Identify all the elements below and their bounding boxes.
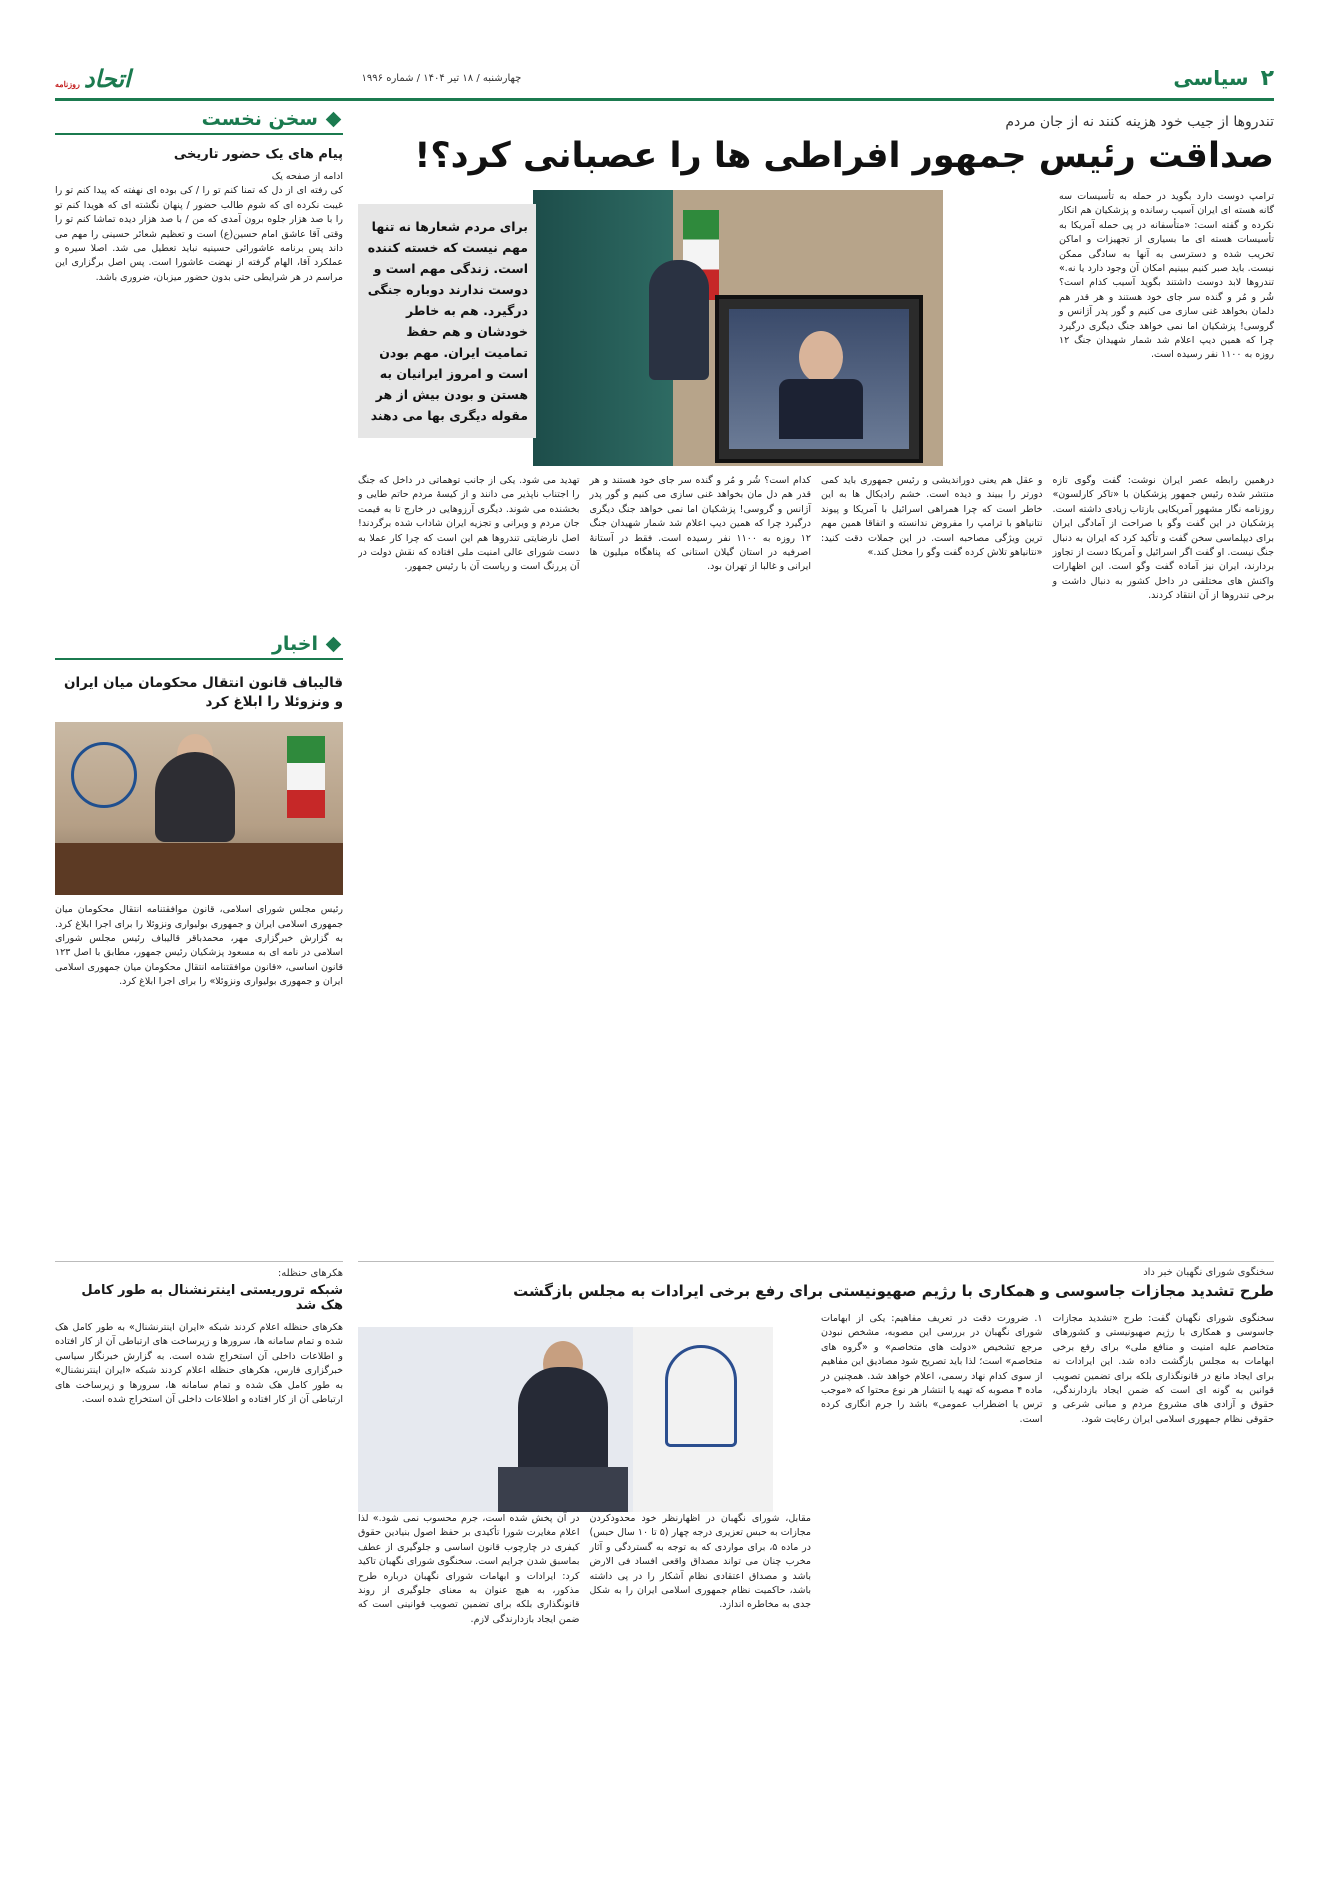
hack-article [55, 1261, 343, 1407]
editorial-title: پیام های یک حضور تاریخی [173, 147, 343, 162]
main-col-3: کدام است؟ شُر و مُر و گنده سر جای خود هستند و هر قدر هم دل مان بخواهد غنی سازی می کنیم و گور پدر آژانس و گروسی! پزشکیان اما نمی خواهد جنگ دیگری درگیرد چرا که همین دیپ اعلام شد شمار شهیدان جنگ ۱۲ روزه به ۱۱۰۰ نفر رسیده است. فقط در آستانهٔ اصرفیه در استان گیلان استانی که پناهگاه میلیون ها ایرانی و غالبا از تهران بود. [589, 475, 811, 573]
logo-text: اتحاد [83, 63, 131, 93]
news-body: رئیس مجلس شورای اسلامی، قانون موافقتنامه انتقال محکومان میان جمهوری اسلامی ایران و جمهوری بولیواری ونزوئلا را برای اجرا ابلاغ کرد. به گزارش خبرگزاری مهر، محمدباقر قالیباف رئیس مجلس شورای اسلامی در نامه ای به مسعود پزشکیان رئیس جمهور، مطابق با اصل ۱۲۳ قانون اساسی، «قانون موافقتنامه انتقال محکومان میان جمهوری اسلامی ایران و جمهوری بولیواری ونزوئلا» را برای اجرا ابلاغ کرد. [55, 904, 343, 988]
pull-quote: برای مردم شعارها نه تنها مهم نیست که خسته کننده است. زندگی مهم است و دوست ندارند دوباره جنگی درگیرد. هم به خاطر خودشان و هم حفظ تمامیت ایران. مهم بودن است و امروز ایرانیان به هستن و بودن بیش از هر مقوله دیگری بها می دهند [358, 204, 536, 438]
date-issue: چهارشنبه / ۱۸ تیر ۱۴۰۴ / شماره ۱۹۹۶ [361, 72, 522, 84]
logo-subtitle: روزنامه [55, 78, 80, 89]
bottom-kicker: سخنگوی شورای نگهبان خبر داد [1143, 1267, 1274, 1278]
main-headline: صداقت رئیس جمهور افراطی ها را عصبانی کرد؟! [414, 136, 1274, 176]
news-photo [55, 722, 343, 895]
editorial-section-header [55, 108, 343, 135]
video-screen [715, 295, 923, 463]
page-number: ۲ [1260, 65, 1274, 91]
editorial-body-continued [55, 289, 343, 619]
president-figure [649, 260, 709, 380]
main-columns [358, 474, 1274, 1034]
podium [498, 1467, 628, 1512]
main-lead: ترامپ دوست دارد بگوید در حمله به تأسیسات سه گانه هسته ای ایران آسیب رسانده و پزشکیان هم انکار نکرده و گفته است: «متأسفانه در پی حمله آمریکا به تأسیسات هسته ای ما بسیاری از تجهیزات و اماکن تخریب شده و دسترسی به آنها به سادگی ممکن نیست. باید صبر کنیم ببینیم امکان آن وجود دارد یا نه.» تندروها لابد دوست داشتند بگوید آسیب کدام است؟ شُر و مُر و گنده سر جای خود هستند و هر قدر هم دلمان بخواهد غنی سازی می کنیم و گور پدر آژانس و گروسی! پزشکیان اما نمی خواهد جنگ دیگری درگیرد چرا که همین دیپ اعلام شد شمار شهیدان جنگ ۱۲ روزه به ۱۱۰۰ نفر رسیده است. [1059, 191, 1274, 361]
bottom-article [358, 1261, 1274, 1832]
desk [55, 843, 343, 895]
interviewer-face [799, 331, 843, 383]
bottom-col-3: مقابل، شورای نگهبان در اظهارنظر خود محدودکردن مجازات به حبس تعزیری درجه چهار (۵ تا ۱۰ سال حبس) در ماده ۵، برای مواردی که به توجه به گستردگی و آثار مخرب چنان می تواند مصداق واقعی افساد فی الارض باشد و مصداق اعتقادی نظام آشکار را در پی داشته باشد، حاکمیت نظام جمهوری اسلامی ایران را به شکل جدی به مخاطره اندازد. [589, 1513, 811, 1611]
diamond-icon [326, 636, 342, 652]
bottom-photo [358, 1327, 773, 1512]
news-title: قالیباف قانون انتقال محکومان میان ایران و ونزوئلا را ابلاغ کرد [64, 675, 343, 711]
main-col-1: درهمین رابطه عصر ایران نوشت: گفت وگوی تازه منتشر شده رئیس جمهور پزشکیان با «تاکر کارلسون» روزنامه نگار مشهور آمریکایی بازتاب زیادی داشته است. پزشکیان در این گفت وگو با صراحت از آمادگی ایران برای دیپلماسی سخن گفت و تأکید کرد که ایران به دنبال جنگ نیست. او گفت اگر اسرائیل و آمریکا دست از تجاوز بردارند، ایران نیز آماده گفت وگو است. این اظهارات واکنش های مختلفی در داخل کشور به دنبال داشت و برخی تندروها از آن انتقاد کردند. [1052, 475, 1274, 602]
bottom-col-2: ۱. ضرورت دقت در تعریف مفاهیم: یکی از ابهامات شورای نگهبان در بررسی این مصوبه، مشخص نبودن مرجع تشخیص «دولت های متخاصم» و «گروه های متخاصم» است؛ لذا باید تصریح شود مصادیق این مفاهیم از سوی کدام نهاد رسمی، اعلام خواهد شد. همچنین در ماده ۴ مصوبه که تهیه یا انتشار هر نوع محتوا که «موجب ترس یا اضطراب عمومی» باشد را جرم انگاری کرده است. [821, 1313, 1043, 1425]
main-photo [533, 190, 943, 466]
newspaper-logo [55, 64, 131, 93]
bottom-col-1: سخنگوی شورای نگهبان گفت: طرح «تشدید مجازات جاسوسی و همکاری با رژیم صهیونیستی و کشورهای متخاصم علیه امنیت و منافع ملی» برای رفع برخی ابهامات به مجلس بازگشت داده شد. این ایرادات نه برای ایجاد مانع در قانونگذاری بلکه برای تضمین تصویب قوانین به گونه ای است که ضمن ایجاد بازدارندگی، حقوق و آزادی های مشروع مردم و مبانی شرعی و حقوقی نظام جمهوری اسلامی ایران رعایت شود. [1052, 1313, 1274, 1425]
masthead-right [362, 66, 1274, 91]
news-section-title: اخبار [271, 633, 318, 656]
main-kicker: تندروها از جیب خود هزینه کنند نه از جان مردم [1005, 114, 1274, 130]
masthead [55, 58, 1274, 101]
editorial-body: کی رفته ای از دل که تمنا کنم تو را / کی بوده ای نهفته که پیدا کنم تو را غیبت نکرده ای که شوم طالب حضور / پنهان نگشته ای که هویدا کنم تو را با صد هزار جلوه برون آمدی که من / با صد هزار دیده تماشا کنم تو را وقتی آقا عاشق امام حسین(ع) است و تعظیم شعائر حسینی را مهم می داند پس برنامه عاشورائی حسینیه نباید تعطیل می شد. اصلا سیره و عملکرد آقا، الهام گرفته از نهضت عاشورا است. پس اصل برگزاری این مراسم در هر شرایطی حتی بدون حضور میزبان، ضروری باشد. [55, 185, 343, 283]
hack-title: شبکه تروریستی اینترنشنال به طور کامل هک شد [81, 1283, 343, 1313]
main-photo-row [358, 190, 1274, 468]
hack-kicker: هکرهای حنظله: [55, 1261, 343, 1279]
iran-flag-icon [287, 736, 325, 818]
editorial-section-title: سخن نخست [201, 108, 318, 130]
guardian-council-logo-icon [665, 1345, 737, 1447]
main-col-4: تهدید می شود. یکی از جانب توهماتی در داخل که جنگ را اجتناب ناپذیر می دانند و از کیسهٔ مردم حاتم طایی و بخشنده می شوند. دیگری آرزوهایی در خارج تا به قیمت جان مردم و ویرانی و تجزیه ایران شاداب شده برگردند! اصل نارضایتی تندروها هم این است که چرا کار عملا به دست شورای عالی امنیت ملی افتاده که نقش دولت در آن پررنگ است و ریاست آن با رئیس جمهور. [358, 475, 580, 573]
parliament-logo-icon [71, 742, 137, 808]
editorial-intro: ادامه از صفحه یک [271, 171, 343, 182]
main-col-2: و عقل هم یعنی دوراندیشی و رئیس جمهوری باید کمی دورتر را ببیند و دیده است. خشم رادیکال ها به این خاطر است که چرا همراهی اسرائیل با آمریکا و پیوند نتانیاهو با ترامپ را مفروض ندانسته و اتفاقا همین مهم ترین ویژگی مصاحبه است. در این جملات دقت کنید: «نتانیاهو تلاش کرده گفت وگو را مختل کند.» [821, 475, 1043, 559]
hack-body: هکرهای حنظله اعلام کردند شبکه «ایران اینترنشنال» به طور کامل هک شده و تمام سامانه ها، سرورها و زیرساخت های ارتباطی آن از کار افتاده و اطلاعات داخلی آن استخراج شده است. به گزارش خبرنگار سیاسی خبرگزاری فارس، هکرهای حنظله اعلام کردند شبکه «ایران اینترنشنال» به طور کامل هک شده و تمام سامانه ها، سرورها و زیرساخت های ارتباطی آن از کار افتاده و اطلاعات داخلی آن استخراج شده است. [55, 1322, 343, 1406]
bottom-col-4: در آن پخش شده است، جرم محسوب نمی شود.» لذا اعلام مغایرت شورا تأکیدی بر حفظ اصول بنیادین حقوق کیفری در چارچوب قانون اساسی و جلوگیری از عطف بماسبق شدن جرایم است. سخنگوی شورای نگهبان تاکید کرد: ایرادات و ابهامات شورای نگهبان درباره طرح مذکور، به هیچ عنوان به معنای جلوگیری از روند قانونگذاری بلکه برای تضمین تصویب قوانینی است که ضمن ایجاد بازدارندگی لازم. [358, 1513, 580, 1625]
person-figure [155, 752, 235, 842]
section-name: سیاسی [1173, 66, 1249, 90]
bottom-headline: طرح تشدید مجازات جاسوسی و همکاری با رژیم صهیونیستی برای رفع برخی ایرادات به مجلس بازگشت [513, 1282, 1274, 1300]
sidebar [55, 108, 343, 1848]
main-article [358, 108, 1274, 1034]
interviewer-suit [779, 379, 863, 439]
diamond-icon [326, 111, 342, 127]
news-section-header [55, 633, 343, 660]
screen-image [729, 309, 909, 449]
